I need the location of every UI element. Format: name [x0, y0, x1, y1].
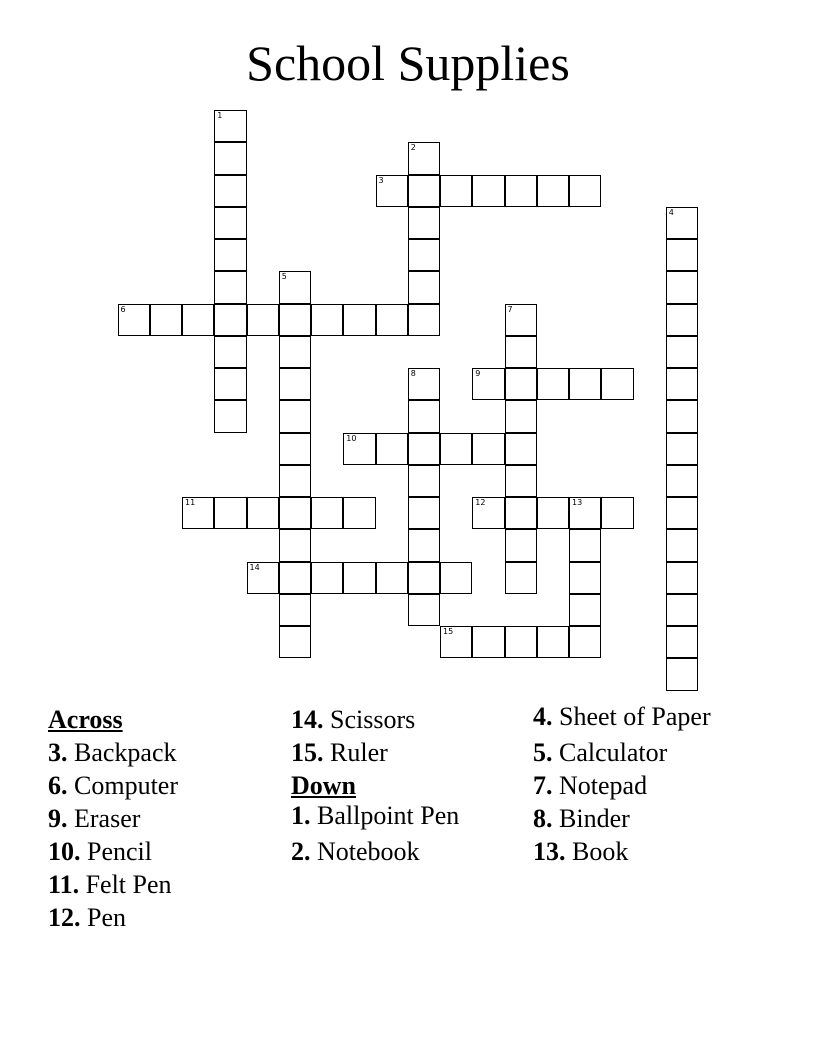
clue-text: Backpack — [74, 738, 177, 767]
clue-text: Ballpoint Pen — [317, 801, 460, 830]
grid-cell[interactable] — [666, 304, 698, 336]
grid-cell[interactable] — [279, 626, 311, 658]
grid-cell[interactable] — [214, 142, 246, 174]
grid-cell[interactable] — [279, 465, 311, 497]
cell-number: 3 — [378, 175, 384, 185]
clue-number: 10. — [48, 837, 81, 866]
grid-cell[interactable] — [569, 594, 601, 626]
clue-item — [48, 802, 283, 835]
grid-cell[interactable] — [666, 465, 698, 497]
cell-number: 8 — [410, 369, 416, 378]
clue-number: 8. — [533, 804, 553, 833]
clue-number: 9. — [48, 804, 68, 833]
grid-cell[interactable] — [537, 368, 569, 400]
grid-cell[interactable] — [569, 497, 601, 529]
grid-cell[interactable] — [601, 497, 633, 529]
grid-cell[interactable] — [505, 529, 537, 561]
clue-item — [533, 703, 723, 730]
grid-cell[interactable] — [666, 336, 698, 368]
grid-cell[interactable] — [247, 497, 279, 529]
grid-cell[interactable] — [343, 433, 375, 465]
grid-cell[interactable] — [505, 626, 537, 658]
grid-cell[interactable] — [408, 239, 440, 271]
grid-cell[interactable] — [408, 529, 440, 561]
grid-cell[interactable] — [505, 175, 537, 207]
cell-number: 9 — [475, 369, 481, 378]
clue-column-3 — [533, 703, 723, 868]
grid-cell[interactable] — [472, 368, 504, 400]
grid-cell[interactable] — [279, 433, 311, 465]
clue-text: Sheet of Paper — [559, 702, 711, 731]
clue-item — [48, 835, 283, 868]
clue-item — [48, 736, 283, 769]
cell-number: 5 — [281, 272, 287, 282]
grid-cell[interactable] — [408, 433, 440, 465]
cell-number: 12 — [475, 498, 486, 507]
clue-item — [291, 835, 526, 868]
cell-number: 11 — [185, 498, 196, 507]
cell-number: 13 — [572, 498, 583, 507]
grid-cell[interactable] — [311, 304, 343, 336]
grid-cell[interactable] — [569, 529, 601, 561]
grid-cell[interactable] — [279, 529, 311, 561]
grid-cell[interactable] — [666, 658, 698, 690]
clue-item — [291, 703, 526, 736]
grid-cell[interactable] — [472, 433, 504, 465]
grid-cell[interactable] — [214, 239, 246, 271]
grid-cell[interactable] — [408, 271, 440, 303]
grid-cell[interactable] — [247, 304, 279, 336]
grid-cell[interactable] — [214, 497, 246, 529]
grid-cell[interactable] — [376, 562, 408, 594]
grid-cell[interactable] — [279, 400, 311, 432]
grid-cell[interactable] — [279, 562, 311, 594]
grid-cell[interactable] — [182, 497, 214, 529]
grid-cell[interactable] — [311, 562, 343, 594]
cell-number: 15 — [443, 627, 454, 636]
grid-cell[interactable] — [376, 175, 408, 207]
grid-cell[interactable] — [343, 304, 375, 336]
grid-cell[interactable] — [150, 304, 182, 336]
grid-cell[interactable] — [569, 175, 601, 207]
clue-item — [48, 868, 283, 901]
clue-item — [48, 769, 283, 802]
clue-number: 12. — [48, 903, 81, 932]
grid-cell[interactable] — [118, 304, 150, 336]
clue-text: Calculator — [559, 738, 668, 767]
grid-cell[interactable] — [214, 336, 246, 368]
grid-cell[interactable] — [279, 594, 311, 626]
clue-text: Binder — [559, 804, 630, 833]
grid-cell[interactable] — [666, 497, 698, 529]
grid-cell[interactable] — [311, 497, 343, 529]
clue-item — [533, 769, 723, 802]
grid-cell[interactable] — [408, 142, 440, 174]
clue-number: 7. — [533, 771, 553, 800]
grid-cell[interactable] — [505, 304, 537, 336]
grid-cell[interactable] — [440, 626, 472, 658]
grid-cell[interactable] — [472, 175, 504, 207]
grid-cell[interactable] — [505, 562, 537, 594]
clue-text: Ruler — [330, 738, 388, 767]
cell-number: 6 — [120, 304, 126, 314]
grid-cell[interactable] — [408, 400, 440, 432]
clue-number: 14. — [291, 705, 324, 734]
clue-number: 5. — [533, 738, 553, 767]
grid-cell[interactable] — [408, 175, 440, 207]
grid-cell[interactable] — [666, 433, 698, 465]
grid-cell[interactable] — [408, 465, 440, 497]
grid-cell[interactable] — [214, 207, 246, 239]
clue-item — [533, 802, 723, 835]
clue-text: Pen — [87, 903, 126, 932]
grid-cell[interactable] — [666, 207, 698, 239]
grid-cell[interactable] — [279, 304, 311, 336]
grid-cell[interactable] — [279, 497, 311, 529]
grid-cell[interactable] — [537, 497, 569, 529]
clue-number: 3. — [48, 738, 68, 767]
grid-cell[interactable] — [666, 400, 698, 432]
grid-cell[interactable] — [408, 497, 440, 529]
puzzle-title: School Supplies — [246, 35, 570, 91]
grid-cell[interactable] — [214, 175, 246, 207]
grid-cell[interactable] — [440, 175, 472, 207]
grid-cell[interactable] — [505, 400, 537, 432]
grid-cell[interactable] — [214, 304, 246, 336]
clue-text: Felt Pen — [85, 870, 172, 899]
grid-cell[interactable] — [601, 368, 633, 400]
grid-cell[interactable] — [666, 562, 698, 594]
cell-number: 1 — [217, 111, 223, 120]
clue-item — [291, 802, 526, 829]
grid-cell[interactable] — [569, 562, 601, 594]
grid-cell[interactable] — [505, 336, 537, 368]
grid-cell[interactable] — [376, 433, 408, 465]
clue-item — [533, 736, 723, 769]
grid-cell[interactable] — [666, 529, 698, 561]
clue-number: 4. — [533, 702, 553, 731]
clue-heading-across: Across — [48, 705, 123, 734]
grid-cell[interactable] — [505, 368, 537, 400]
grid-cell[interactable] — [408, 562, 440, 594]
grid-cell[interactable] — [214, 271, 246, 303]
clue-column-2 — [291, 703, 526, 868]
clue-text: Book — [572, 837, 629, 866]
grid-cell[interactable] — [408, 368, 440, 400]
clue-number: 13. — [533, 837, 566, 866]
clue-text: Eraser — [74, 804, 141, 833]
grid-cell[interactable] — [666, 626, 698, 658]
clue-text: Notebook — [317, 837, 420, 866]
grid-cell[interactable] — [214, 400, 246, 432]
grid-cell[interactable] — [440, 562, 472, 594]
cell-number: 4 — [668, 207, 674, 217]
grid-cell[interactable] — [343, 497, 375, 529]
grid-cell[interactable] — [666, 271, 698, 303]
grid-cell[interactable] — [472, 497, 504, 529]
grid-cell[interactable] — [214, 110, 246, 142]
clue-text: Notepad — [559, 771, 648, 800]
grid-cell[interactable] — [537, 626, 569, 658]
grid-cell[interactable] — [279, 271, 311, 303]
clue-text: Scissors — [330, 705, 416, 734]
clue-item — [48, 901, 283, 934]
grid-cell[interactable] — [343, 562, 375, 594]
grid-cell[interactable] — [505, 497, 537, 529]
cell-number: 14 — [249, 562, 260, 572]
grid-cell[interactable] — [279, 368, 311, 400]
clue-item — [291, 736, 526, 769]
grid-cell[interactable] — [666, 239, 698, 271]
cell-number: 10 — [346, 433, 357, 443]
grid-cell[interactable] — [279, 336, 311, 368]
grid-cell[interactable] — [569, 626, 601, 658]
grid-cell[interactable] — [376, 304, 408, 336]
clue-text: Computer — [74, 771, 178, 800]
grid-cell[interactable] — [408, 207, 440, 239]
clue-number: 6. — [48, 771, 68, 800]
clue-number: 2. — [291, 837, 311, 866]
grid-cell[interactable] — [666, 594, 698, 626]
grid-cell[interactable] — [182, 304, 214, 336]
clue-item — [533, 835, 723, 868]
grid-cell[interactable] — [472, 626, 504, 658]
grid-cell[interactable] — [214, 368, 246, 400]
clue-number: 1. — [291, 801, 311, 830]
grid-cell[interactable] — [537, 175, 569, 207]
grid-cell[interactable] — [408, 304, 440, 336]
clue-column-1 — [48, 703, 283, 934]
clue-number: 15. — [291, 738, 324, 767]
grid-cell[interactable] — [505, 465, 537, 497]
grid-cell[interactable] — [666, 368, 698, 400]
grid-cell[interactable] — [569, 368, 601, 400]
grid-cell[interactable] — [247, 562, 279, 594]
cell-number: 7 — [507, 304, 513, 314]
cell-number: 2 — [410, 143, 416, 153]
clue-text: Pencil — [87, 837, 152, 866]
grid-cell[interactable] — [440, 433, 472, 465]
clue-heading-down: Down — [291, 771, 357, 800]
grid-cell[interactable] — [505, 433, 537, 465]
clue-number: 11. — [48, 870, 80, 899]
grid-cell[interactable] — [408, 594, 440, 626]
